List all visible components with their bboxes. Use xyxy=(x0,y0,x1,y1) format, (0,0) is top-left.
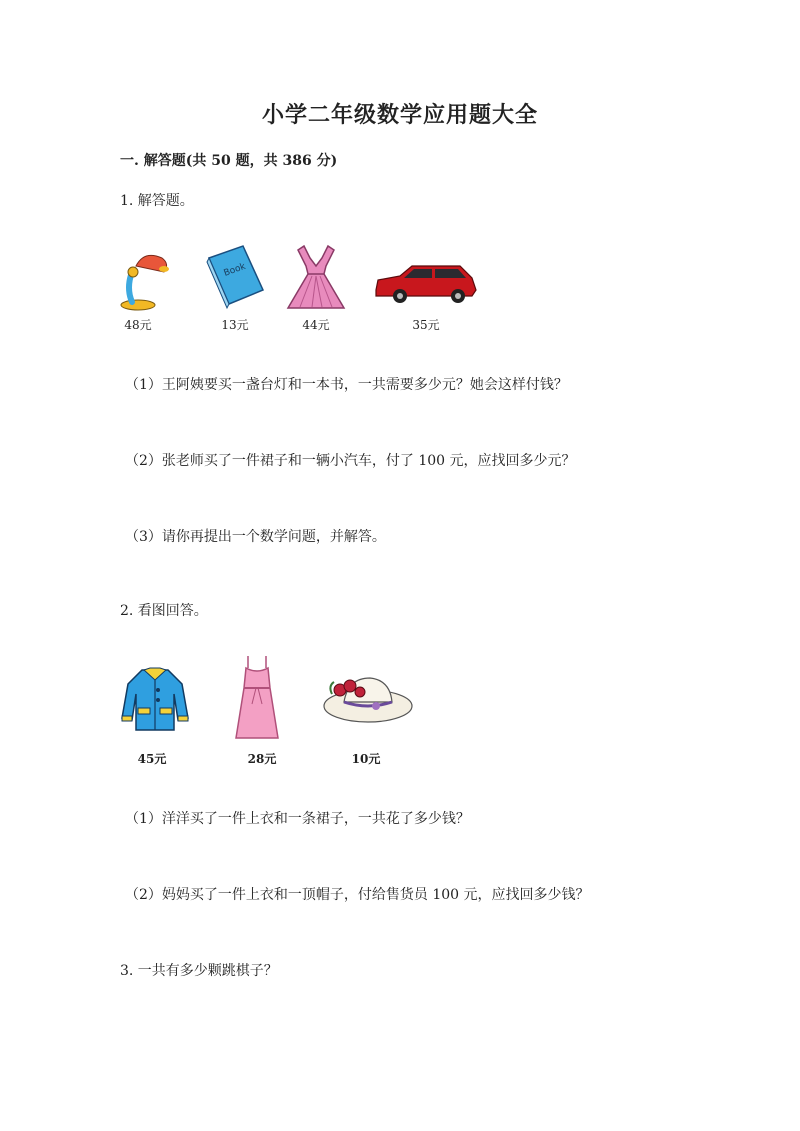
question-1-sub-2: （2）张老师买了一件裙子和一辆小汽车，付了 100 元，应找回多少元？ xyxy=(125,453,576,469)
price-car: 35元 xyxy=(412,318,440,332)
question-1-heading: 1. 解答题。 xyxy=(120,193,194,209)
dress-icon xyxy=(282,244,350,312)
question-1-sub-1: （1）王阿姨要买一盏台灯和一本书，一共需要多少元？她会这样付钱？ xyxy=(125,377,568,393)
book-cover-text: Book xyxy=(222,261,248,279)
question-3-heading: 3. 一共有多少颗跳棋子？ xyxy=(120,963,278,979)
book-icon xyxy=(203,242,267,310)
desk-lamp-icon xyxy=(118,248,174,310)
price-book: 13元 xyxy=(221,318,249,332)
question-2-heading: 2. 看图回答。 xyxy=(120,603,208,619)
coat-icon xyxy=(120,664,190,734)
skirt-icon xyxy=(232,654,282,740)
price-coat: 45元 xyxy=(137,752,167,766)
car-icon xyxy=(372,260,478,304)
price-hat: 10元 xyxy=(351,752,381,766)
price-dress: 44元 xyxy=(302,318,330,332)
question-2-sub-1: （1）洋洋买了一件上衣和一条裙子，一共花了多少钱？ xyxy=(125,811,470,827)
section-heading: 一. 解答题(共 50 题，共 386 分) xyxy=(120,153,338,169)
page-title: 小学二年级数学应用题大全 xyxy=(261,102,538,128)
price-lamp: 48元 xyxy=(124,318,152,332)
question-2-sub-2: （2）妈妈买了一件上衣和一顶帽子，付给售货员 100 元，应找回多少钱？ xyxy=(125,887,590,903)
price-skirt: 28元 xyxy=(247,752,277,766)
hat-icon xyxy=(320,672,414,726)
question-1-sub-3: （3）请你再提出一个数学问题，并解答。 xyxy=(125,529,386,545)
